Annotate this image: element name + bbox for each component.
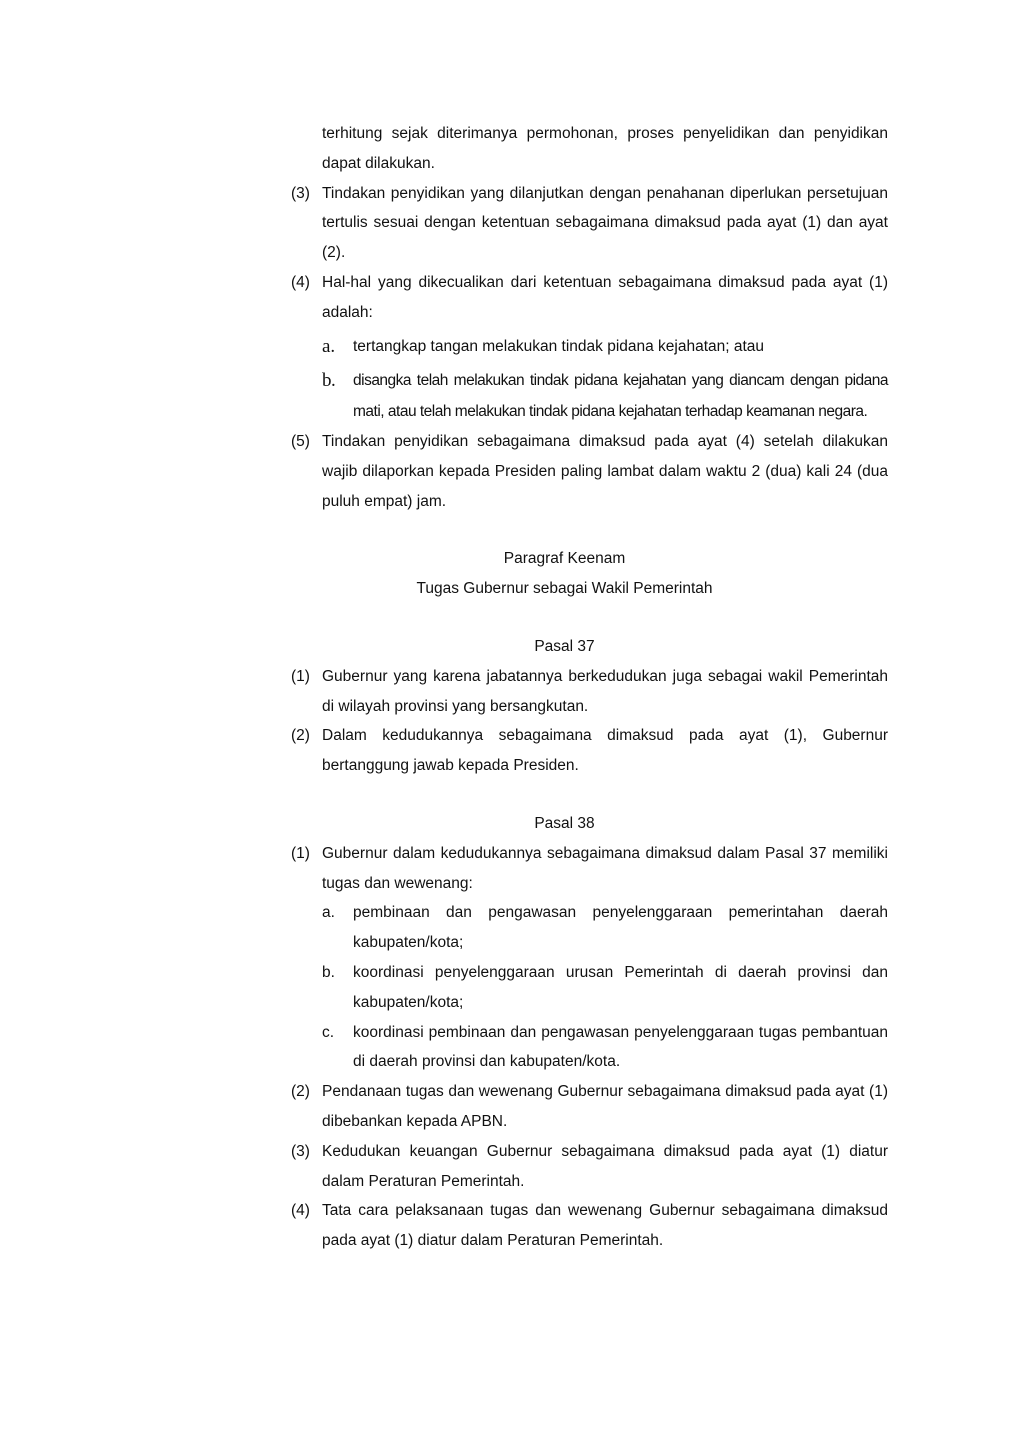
- pasal-37-ayat-1: [291, 662, 888, 722]
- ayat-number: (5): [291, 433, 310, 451]
- sub-item-letter: c.: [322, 1023, 335, 1041]
- sub-item-text: koordinasi penyelenggaraan urusan Pemerintah di daerah provinsi dan kabupaten/kota;: [353, 964, 888, 1011]
- pasal-38-heading: Pasal 38: [534, 815, 595, 833]
- ayat-text: Gubernur dalam kedudukannya sebagaimana dimaksud dalam Pasal 37 memiliki tugas dan wewenang:: [322, 844, 888, 892]
- ayat-text: Tindakan penyidikan yang dilanjutkan dengan penahanan diperlukan persetujuan tertulis sesuai dengan ketentuan sebagaimana dimaksud pada ayat (1) dan ayat (2).: [322, 184, 888, 262]
- ayat-4: [291, 268, 888, 328]
- pasal-38-ayat-3: [291, 1137, 888, 1197]
- ayat-text: Tindakan penyidikan sebagaimana dimaksud pada ayat (4) setelah dilakukan wajib dilaporkan kepada Presiden paling lambat dalam waktu 2 (dua) kali 24 (dua puluh empat) jam.: [322, 433, 888, 510]
- paragraph-text: terhitung sejak diterimanya permohonan, proses penyelidikan dan penyidikan dapat dilakukan.: [322, 125, 888, 172]
- ayat-5: [291, 427, 888, 516]
- sub-item-a: [291, 332, 888, 363]
- pasal-38-sub-c: [291, 1018, 888, 1078]
- ayat-number: (3): [291, 1142, 310, 1160]
- continuation-paragraph: [291, 119, 888, 179]
- paragraf-label: Paragraf Keenam: [503, 550, 626, 568]
- sub-item-text: disangka telah melakukan tindak pidana kejahatan yang diancam dengan pidana mati, atau telah melakukan tindak pidana kejahatan terhadap keamanan negara.: [353, 372, 888, 420]
- sub-item-b: [291, 366, 888, 427]
- sub-item-text: tertangkap tangan melakukan tindak pidana kejahatan; atau: [353, 337, 765, 355]
- ayat-number: (3): [291, 184, 310, 202]
- pasal-38-sub-a: [291, 898, 888, 958]
- pasal-38-ayat-1: [291, 839, 888, 899]
- ayat-text: Dalam kedudukannya sebagaimana dimaksud pada ayat (1), Gubernur bertanggung jawab kepada Presiden.: [322, 727, 888, 775]
- pasal-38-ayat-2: [291, 1077, 888, 1137]
- pasal-37-heading: Pasal 37: [534, 638, 595, 656]
- ayat-number: (4): [291, 1202, 310, 1220]
- ayat-text: Pendanaan tugas dan wewenang Gubernur sebagaimana dimaksud pada ayat (1) dibebankan kepada APBN.: [322, 1083, 888, 1131]
- pasal-38-sub-b: [291, 958, 888, 1018]
- pasal-37-ayat-2: [291, 721, 888, 781]
- ayat-3: [291, 179, 888, 268]
- ayat-text: Tata cara pelaksanaan tugas dan wewenang Gubernur sebagaimana dimaksud pada ayat (1) diatur dalam Peraturan Pemerintah.: [322, 1202, 888, 1250]
- paragraf-title: Tugas Gubernur sebagai Wakil Pemerintah: [416, 580, 713, 598]
- sub-item-letter: b.: [322, 370, 336, 392]
- sub-item-text: koordinasi pembinaan dan pengawasan penyelenggaraan tugas pembantuan di daerah provinsi dan kabupaten/kota.: [353, 1023, 888, 1071]
- sub-item-letter: a.: [322, 904, 335, 922]
- sub-item-letter: a.: [322, 335, 336, 357]
- ayat-text: Hal-hal yang dikecualikan dari ketentuan sebagaimana dimaksud pada ayat (1) adalah:: [322, 273, 888, 321]
- sub-item-letter: b.: [322, 964, 335, 982]
- ayat-number: (4): [291, 273, 310, 291]
- ayat-number: (1): [291, 667, 310, 685]
- ayat-number: (2): [291, 1083, 310, 1101]
- ayat-text: Kedudukan keuangan Gubernur sebagaimana dimaksud pada ayat (1) diatur dalam Peraturan Pemerintah.: [322, 1142, 888, 1190]
- sub-item-text: pembinaan dan pengawasan penyelenggaraan pemerintahan daerah kabupaten/kota;: [353, 904, 888, 952]
- pasal-38-ayat-4: [291, 1196, 888, 1256]
- document-body: [291, 119, 888, 1256]
- ayat-number: (1): [291, 844, 310, 862]
- ayat-number: (2): [291, 727, 310, 745]
- ayat-text: Gubernur yang karena jabatannya berkedudukan juga sebagai wakil Pemerintah di wilayah provinsi yang bersangkutan.: [322, 667, 888, 715]
